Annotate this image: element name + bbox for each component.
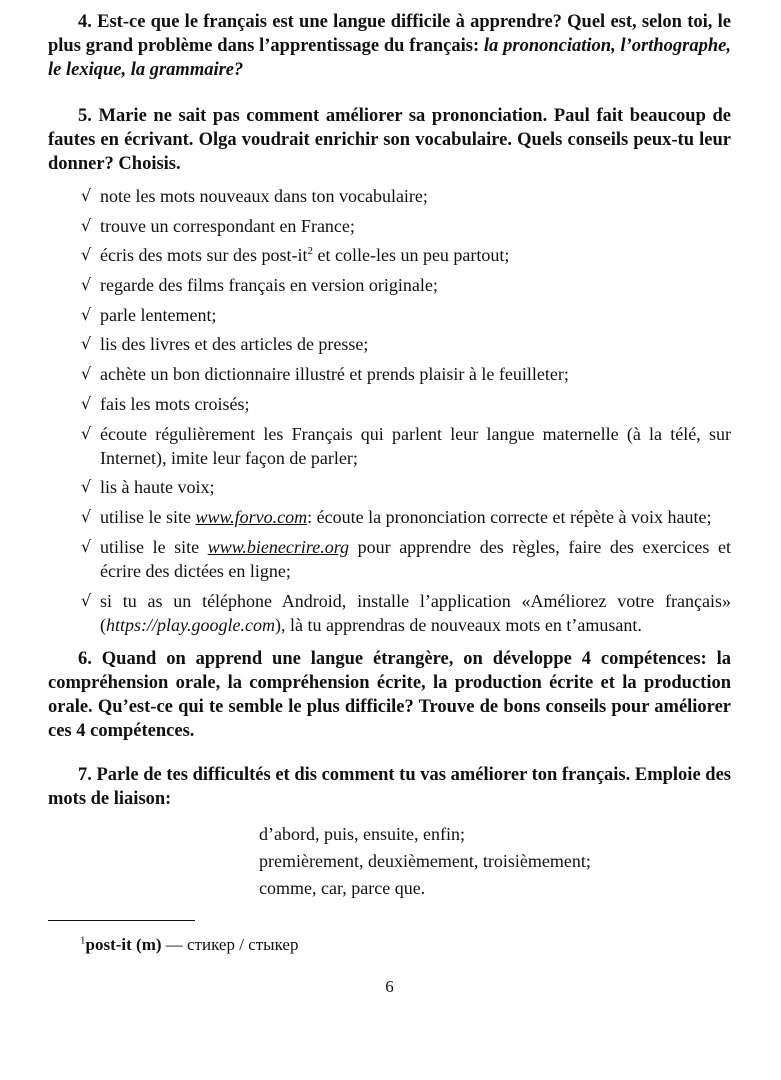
- check-icon: √: [81, 245, 92, 265]
- linking-words-line: premièrement, deuxièmement, troisièmement;: [259, 851, 591, 872]
- check-icon: √: [81, 477, 92, 497]
- list-item: √ fais les mots croisés;: [48, 392, 731, 416]
- footnote: [80, 934, 731, 956]
- check-icon: √: [81, 536, 92, 556]
- list-item: √ utilise le site www.bienecrire.org pour apprendre des règles, faire des exercices et écrire des dictées en ligne;: [81, 536, 731, 582]
- linking-words-line: comme, car, parce que.: [259, 878, 426, 899]
- list-item: √ trouve un correspondant en France;: [48, 214, 731, 238]
- list-item: √ regarde des films français en version originale;: [48, 273, 731, 297]
- tips-list: [48, 184, 731, 637]
- list-item: √ parle lentement;: [48, 303, 731, 327]
- check-icon: √: [81, 215, 92, 235]
- footnote-number: 1: [80, 934, 86, 947]
- list-item: √ achète un bon dictionnaire illustré et prends plaisir à le feuilleter;: [48, 362, 731, 386]
- list-item: √ utilise le site www.forvo.com: écoute la prononciation correcte et répète à voix haute;: [48, 505, 731, 529]
- exercise-7-text: 7. Parle de tes difficultés et dis comment tu vas améliorer ton français. Emploie des mots de liaison:: [48, 765, 731, 810]
- check-icon: √: [81, 507, 92, 527]
- list-item: √ note les mots nouveaux dans ton vocabulaire;: [48, 184, 731, 208]
- check-icon: √: [81, 393, 92, 413]
- exercise-5-text: 5. Marie ne sait pas comment améliorer sa prononciation. Paul fait beaucoup de fautes en écrivant. Olga voudrait enrichir son vocabulaire. Quels conseils peux-tu leur donner? Choisis.: [48, 106, 731, 174]
- bienecrire-link[interactable]: www.bienecrire.org: [207, 536, 350, 557]
- google-play-link[interactable]: https://play.google.com: [106, 615, 275, 636]
- check-icon: √: [81, 423, 92, 443]
- forvo-link[interactable]: www.forvo.com: [195, 507, 308, 528]
- check-icon: √: [81, 590, 92, 610]
- check-icon: √: [81, 186, 92, 205]
- exercise-6: [48, 647, 731, 743]
- check-icon: √: [81, 304, 92, 324]
- page-number: 6: [385, 977, 394, 997]
- list-item: √ lis à haute voix;: [48, 475, 731, 499]
- page: [48, 10, 731, 997]
- exercise-4-text: 4. Est-ce que le français est une langue difficile à apprendre? Quel est, selon toi, le plus grand problème dans l’apprentissage du français:: [48, 12, 731, 56]
- exercise-5: [48, 104, 731, 176]
- footnote-definition: — стикер / стыкер: [161, 935, 299, 955]
- list-item: √ lis des livres et des articles de presse;: [48, 332, 731, 356]
- footnote-term: post-it (m): [85, 935, 162, 955]
- linking-words-line: d’abord, puis, ensuite, enfin;: [259, 824, 465, 845]
- exercise-4: [48, 10, 731, 82]
- footnote-ref: 2: [307, 245, 313, 258]
- exercise-6-text: 6. Quand on apprend une langue étrangère, on développe 4 compétences: la compréhension orale, la compréhension écrite, la production écrite et la production orale. Qu’est-ce qui te semble le plus difficile? Trouve de bons conseils pour améliorer ces 4 compétences.: [48, 649, 731, 742]
- check-icon: √: [81, 334, 92, 354]
- list-item: √ écris des mots sur des post-$it^2$ et colle-les un peu partout;: [48, 243, 731, 267]
- linking-words: [259, 821, 731, 902]
- list-item: √ si tu as un téléphone Android, installe l’application «Améliorez votre français» (https://play.google.com), là tu apprendras de nouveaux mots en t’amusant.: [81, 590, 731, 636]
- exercise-4-options: la prononciation, l’orthographe, le lexique, la grammaire?: [48, 36, 731, 80]
- check-icon: √: [81, 275, 92, 295]
- exercise-7: [48, 763, 731, 811]
- list-item: √ écoute régulièrement les Français qui parlent leur langue maternelle (à la télé, sur Internet), imite leur façon de parler;: [81, 423, 731, 468]
- check-icon: √: [81, 364, 92, 384]
- footnote-divider: [48, 920, 195, 921]
